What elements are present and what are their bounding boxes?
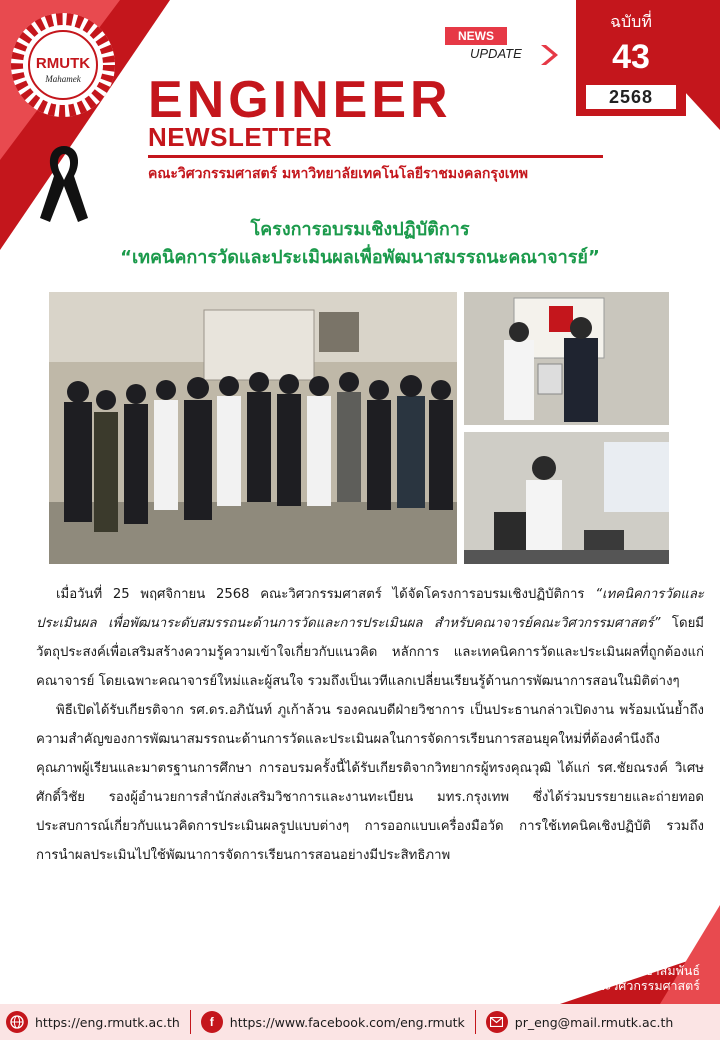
- speaker-photo: [464, 432, 669, 564]
- footer-facebook[interactable]: [201, 1011, 465, 1033]
- paragraph-1: [36, 580, 704, 696]
- svg-text:Mahamek: Mahamek: [45, 74, 81, 84]
- p1-suffix: โดยมีวัตถุประสงค์เพื่อเสริมสร้างความรู้ความเข้าใจเกี่ยวกับแนวคิด หลักการ และเทคนิคการวัดและประเมินผลที่ถูกต้องแก่คณาจารย์ โดยเฉพาะคณาจารย์ใหม่และผู้สนใจ รวมถึงเป็นเวทีแลกเปลี่ยนเรียนรู้ด้านการพัฒนาการสอนในมิติต่างๆ: [36, 616, 704, 689]
- website-link[interactable]: https://eng.rmutk.ac.th: [35, 1014, 180, 1030]
- article-body: [36, 580, 704, 870]
- title-divider: [148, 155, 603, 158]
- issue-box: [576, 0, 686, 116]
- footer-divider: [190, 1010, 191, 1034]
- signature-line2: คณะวิศวกรรมศาสตร์: [584, 978, 700, 993]
- news-update-label: UPDATE: [470, 46, 522, 61]
- svg-text:RMUTK: RMUTK: [35, 55, 91, 72]
- signature: [585, 963, 700, 993]
- project-title-line2: “เทคนิคการวัดและประเมินผลเพื่อพัฒนาสมรรถนะคณาจารย์”: [120, 247, 600, 268]
- faculty-logo: [8, 10, 118, 120]
- paragraph-2: พิธีเปิดได้รับเกียรติจาก รศ.ดร.อภินันท์ ภูเก้าล้วน รองคณบดีฝ่ายวิชาการ เป็นประธานกล่าวเปิดงาน พร้อมเน้นย้ำถึงความสำคัญของการพัฒนาสมรรถนะด้านการวัดและประเมินผลในการจัดการเรียนการสอนยุคใหม่ที่ต้องคำนึงถึงคุณภาพผู้เรียนและมาตรฐานการศึกษา การอบรมครั้งนี้ได้รับเกียรติจากวิทยากรผู้ทรงคุณวุฒิ ได้แก่ รศ.ชัยณรงค์ วิเศษศักดิ์วิชัย รองผู้อำนวยการสำนักส่งเสริมวิชาการและงานทะเบียน มทร.กรุงเทพ ซึ่งได้ร่วมบรรยายและถ่ายทอดประสบการณ์เกี่ยวกับแนวคิดการประเมินผลรูปแบบต่างๆ การออกแบบเครื่องมือวัด การใช้เทคนิคเชิงปฏิบัติ รวมถึงการนำผลประเมินไปใช้พัฒนาการจัดการเรียนการสอนอย่างมีประสิทธิภาพ: [36, 703, 704, 863]
- globe-icon: [6, 1011, 28, 1033]
- news-badge: NEWS: [445, 27, 507, 45]
- award-photo: [464, 292, 669, 425]
- footer-bar: [0, 1004, 720, 1040]
- faculty-name: คณะวิศวกรรมศาสตร์ มหาวิทยาลัยเทคโนโลยีราชมงคลกรุงเทพ: [148, 166, 528, 182]
- footer-website[interactable]: [6, 1011, 180, 1033]
- mail-icon: [486, 1011, 508, 1033]
- newsletter-title: ENGINEER: [148, 71, 452, 129]
- project-title-line1: โครงการอบรมเชิงปฏิบัติการ: [250, 219, 470, 240]
- black-ribbon-icon: [32, 138, 96, 226]
- chevron-right-icon: [535, 42, 561, 68]
- group-photo: [49, 292, 457, 564]
- facebook-icon: f: [201, 1011, 223, 1033]
- issue-label: ฉบับที่: [610, 12, 652, 31]
- footer-email[interactable]: [486, 1011, 674, 1033]
- signature-line1: งานประชาสัมพันธ์: [601, 963, 700, 978]
- p1-project-name: “เทคนิคการวัดและประเมินผล เพื่อพัฒนาระดับสมรรถนะด้านการวัดและการประเมินผล สำหรับคณาจารย์คณะวิศวกรรมศาสตร์”: [36, 587, 704, 631]
- facebook-link[interactable]: https://www.facebook.com/eng.rmutk: [229, 1014, 465, 1030]
- email-link[interactable]: pr_eng@mail.rmutk.ac.th: [514, 1014, 674, 1030]
- footer-divider: [475, 1010, 476, 1034]
- issue-number: 43: [612, 38, 650, 76]
- issue-year: 2568: [584, 83, 678, 111]
- newsletter-subtitle: NEWSLETTER: [148, 122, 333, 152]
- p1-text: เมื่อวันที่ 25 พฤศจิกายน 2568 คณะวิศวกรรมศาสตร์ ได้จัดโครงการอบรมเชิงปฏิบัติการ: [56, 587, 596, 602]
